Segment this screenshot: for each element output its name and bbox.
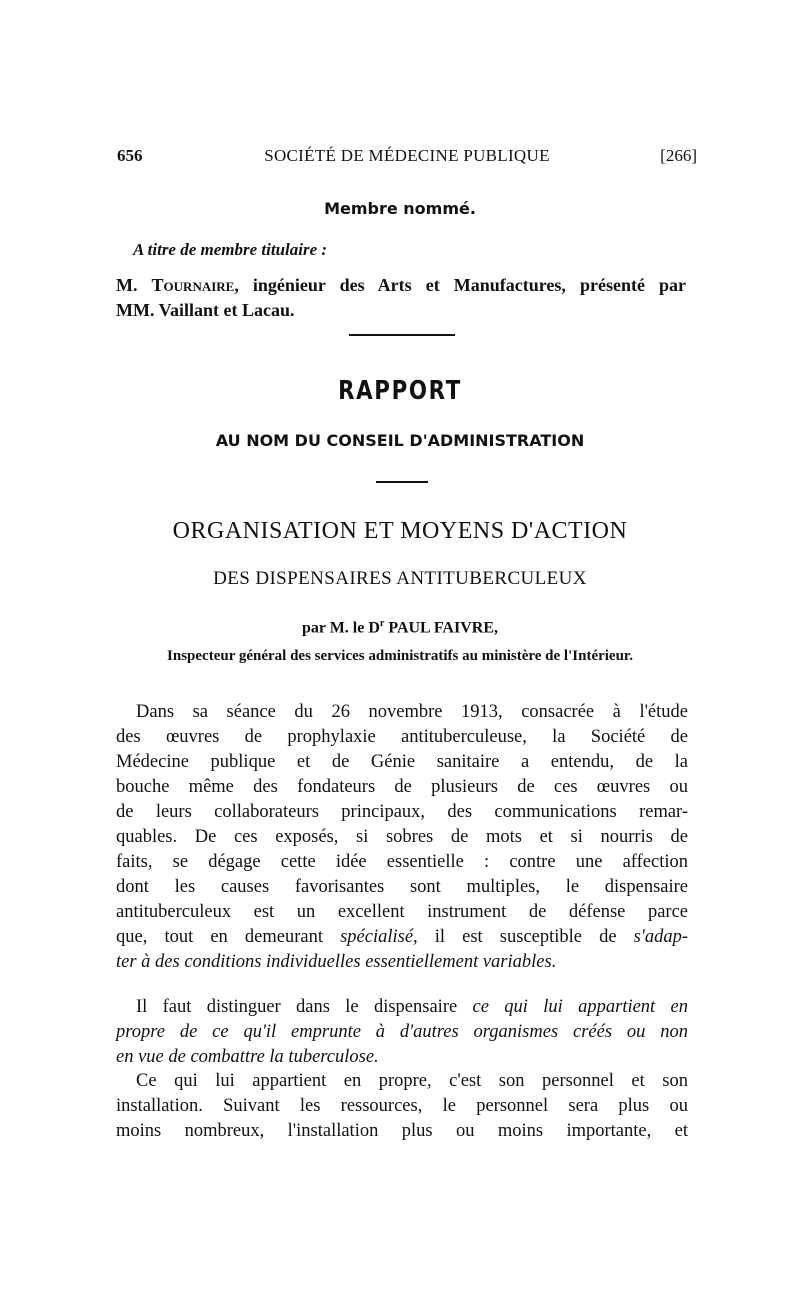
text-run: Il faut distinguer dans le dispensaire bbox=[136, 997, 473, 1017]
paragraph-line: moins nombreux, l'installation plus ou moins importante, et bbox=[116, 1121, 688, 1141]
bracket-page-number: [266] bbox=[660, 146, 697, 165]
running-title: SOCIÉTÉ DE MÉDECINE PUBLIQUE bbox=[264, 146, 550, 165]
italic-run: ce qui lui appartient en bbox=[472, 997, 688, 1017]
member-name: Tournaire bbox=[151, 275, 235, 295]
paragraph-line: installation. Suivant les ressources, le personnel sera plus ou bbox=[116, 1096, 688, 1116]
paragraph-line bbox=[116, 925, 688, 950]
paragraph-line bbox=[116, 1045, 688, 1070]
text-run: , il est susceptible de bbox=[413, 927, 634, 947]
member-prefix: M. bbox=[116, 275, 152, 295]
paragraph-line bbox=[116, 950, 688, 975]
paragraph-line: faits, se dégage cette idée essentielle : contre une affection bbox=[116, 852, 688, 872]
italic-run: s'adap- bbox=[633, 927, 688, 947]
paragraph-line: de leurs collaborateurs principaux, des communications remar- bbox=[116, 802, 688, 822]
page-number: 656 bbox=[117, 146, 143, 165]
report-title: RAPPORT bbox=[338, 376, 462, 406]
paragraph-line: Dans sa séance du 26 novembre 1913, consacrée à l'étude bbox=[136, 702, 688, 722]
paragraph-line: Médecine publique et de Génie sanitaire a entendu, de la bbox=[116, 752, 688, 772]
article-subtitle: DES DISPENSAIRES ANTITUBERCULEUX bbox=[213, 568, 587, 589]
paragraph-1 bbox=[116, 700, 688, 975]
paragraph-line: dont les causes favorisantes sont multiples, le dispensaire bbox=[116, 877, 688, 897]
member-entry-line-1 bbox=[116, 273, 686, 297]
member-subheading: A titre de membre titulaire : bbox=[133, 240, 328, 259]
italic-run: propre de ce qu'il emprunte à d'autres organismes créés ou non bbox=[116, 1022, 688, 1042]
paragraph-line bbox=[116, 995, 688, 1020]
author-title-sup: r bbox=[379, 618, 385, 629]
article-title: ORGANISATION ET MOYENS D'ACTION bbox=[172, 518, 628, 544]
author-prefix: par M. le D bbox=[301, 619, 380, 637]
paragraph-2 bbox=[116, 995, 688, 1070]
paragraph-line: quables. De ces exposés, si sobres de mots et si nourris de bbox=[116, 827, 688, 847]
author-line bbox=[0, 618, 800, 637]
italic-run: spécialisé bbox=[340, 927, 414, 947]
member-heading: Membre nommé. bbox=[324, 199, 476, 218]
author-name: PAUL FAIVRE, bbox=[384, 619, 498, 637]
paragraph-line: Ce qui lui appartient en propre, c'est son personnel et son bbox=[136, 1071, 688, 1091]
member-entry-line-2: MM. Vaillant et Lacau. bbox=[116, 300, 295, 320]
member-description: , ingénieur des Arts et Manufactures, présenté par bbox=[234, 275, 686, 295]
short-divider bbox=[376, 481, 428, 483]
paragraph-line bbox=[116, 1020, 688, 1045]
section-divider bbox=[349, 334, 455, 336]
italic-run: en vue de combattre la tuberculose. bbox=[116, 1047, 379, 1067]
text-run: que, tout en demeurant bbox=[116, 927, 341, 947]
italic-run: ter à des conditions individuelles essentiellement variables. bbox=[116, 952, 557, 972]
running-header bbox=[117, 146, 697, 170]
author-affiliation: Inspecteur général des services administratifs au ministère de l'Intérieur. bbox=[167, 648, 633, 664]
paragraph-line: bouche même des fondateurs de plusieurs de ces œuvres ou bbox=[116, 777, 688, 797]
paragraph-line: des œuvres de prophylaxie antituberculeuse, la Société de bbox=[116, 727, 688, 747]
paragraph-line: antituberculeux est un excellent instrument de défense parce bbox=[116, 902, 688, 922]
report-subtitle: AU NOM DU CONSEIL D'ADMINISTRATION bbox=[215, 431, 585, 450]
paragraph-3 bbox=[116, 1069, 688, 1144]
